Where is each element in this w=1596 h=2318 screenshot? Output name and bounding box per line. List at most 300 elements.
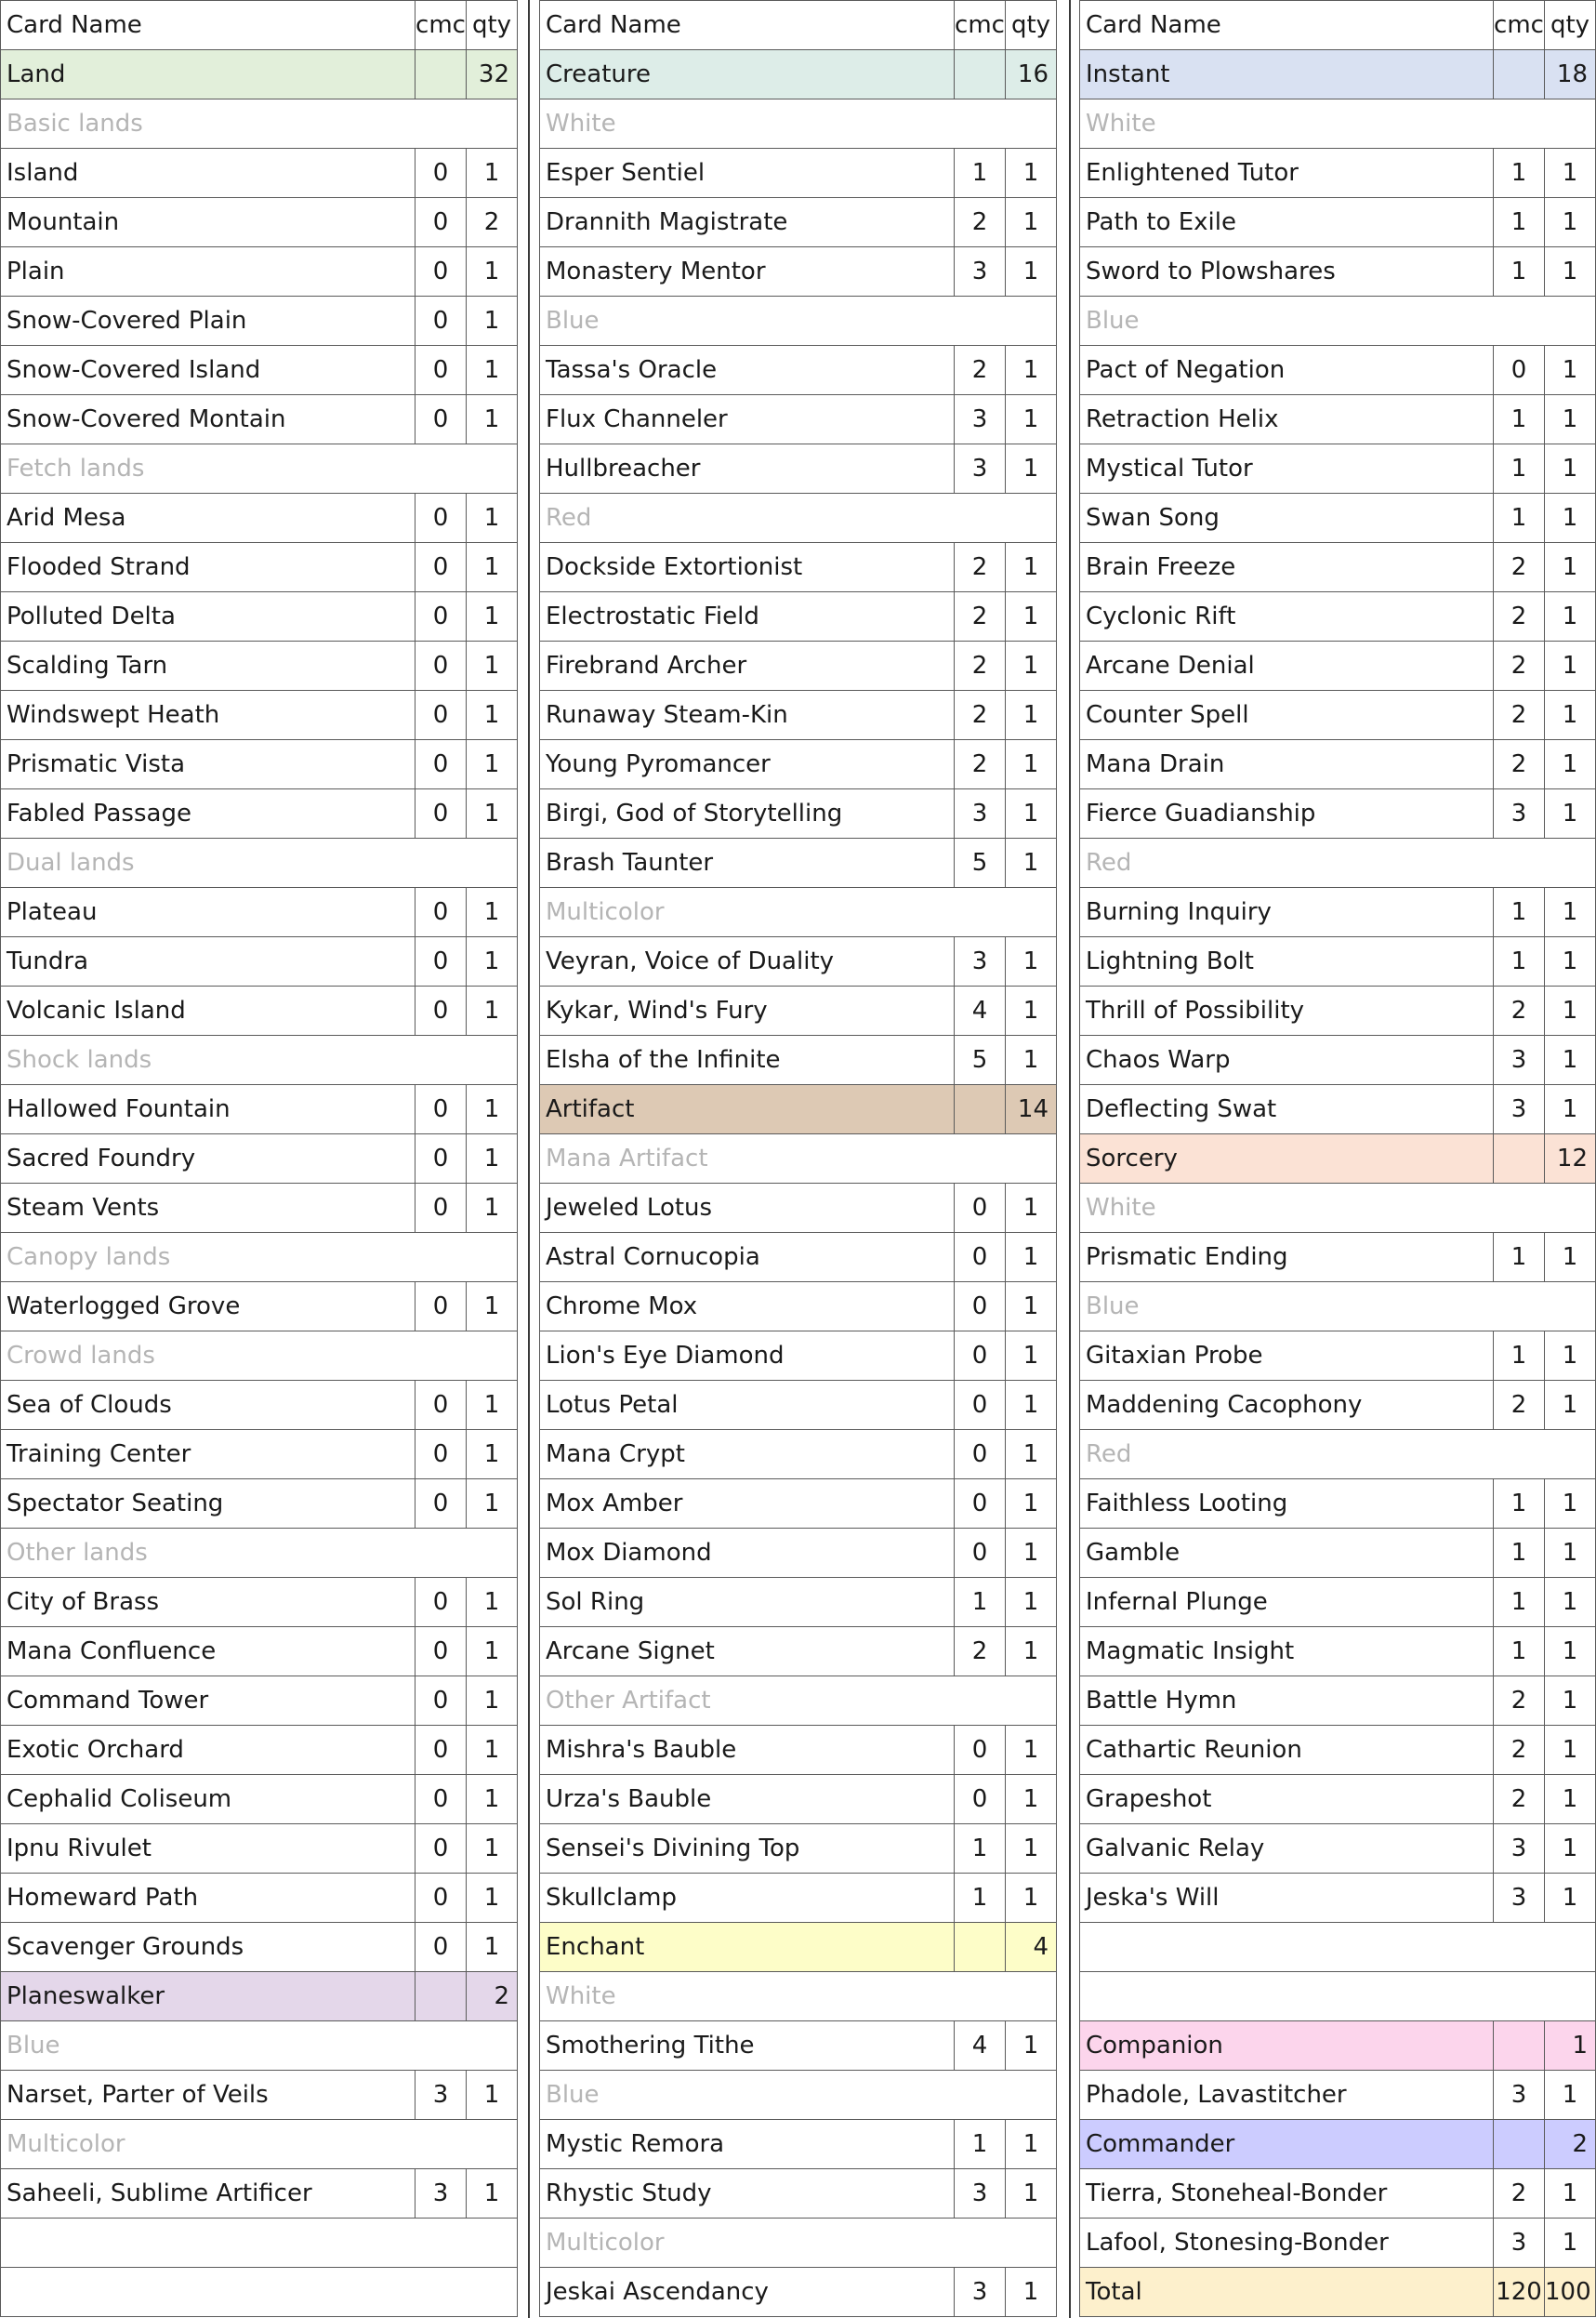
category-name[interactable]: Planeswalker <box>1 1972 415 2021</box>
card-qty[interactable]: 1 <box>1006 346 1057 395</box>
card-name[interactable]: Mishra's Bauble <box>540 1726 955 1775</box>
card-cmc[interactable]: 2 <box>955 691 1006 740</box>
subgroup-qty[interactable] <box>1006 1676 1057 1726</box>
card-cmc[interactable]: 0 <box>955 1529 1006 1578</box>
card-qty[interactable]: 1 <box>467 789 518 839</box>
subgroup-cmc[interactable] <box>955 99 1006 149</box>
card-qty[interactable]: 1 <box>467 1578 518 1627</box>
card-name[interactable]: Saheeli, Sublime Artificer <box>1 2169 415 2219</box>
card-name[interactable]: Prismatic Vista <box>1 740 415 789</box>
card-cmc[interactable]: 0 <box>415 1824 467 1874</box>
subgroup-qty[interactable] <box>1006 494 1057 543</box>
card-name[interactable]: Retraction Helix <box>1080 395 1494 444</box>
card-qty[interactable]: 1 <box>1006 198 1057 247</box>
subgroup-cmc[interactable] <box>955 888 1006 937</box>
card-cmc[interactable]: 1 <box>1494 395 1545 444</box>
card-cmc[interactable]: 1 <box>1494 198 1545 247</box>
card-cmc[interactable]: 0 <box>415 1085 467 1134</box>
card-qty[interactable]: 1 <box>1545 198 1596 247</box>
card-cmc[interactable]: 0 <box>415 1726 467 1775</box>
card-qty[interactable]: 1 <box>1006 642 1057 691</box>
card-qty[interactable]: 1 <box>1545 543 1596 592</box>
card-cmc[interactable]: 0 <box>415 1775 467 1824</box>
card-qty[interactable]: 1 <box>1545 1726 1596 1775</box>
header-qty[interactable]: qty <box>1006 1 1057 50</box>
card-qty[interactable]: 1 <box>1545 987 1596 1036</box>
subgroup-cmc[interactable] <box>415 444 467 494</box>
card-cmc[interactable]: 0 <box>415 1184 467 1233</box>
card-qty[interactable]: 1 <box>1545 494 1596 543</box>
card-cmc[interactable]: 0 <box>415 1627 467 1676</box>
card-cmc[interactable]: 3 <box>955 2268 1006 2317</box>
subgroup-qty[interactable] <box>1545 297 1596 346</box>
card-name[interactable]: Brash Taunter <box>540 839 955 888</box>
card-qty[interactable]: 1 <box>467 247 518 297</box>
card-name[interactable]: Elsha of the Infinite <box>540 1036 955 1085</box>
category-name[interactable]: Total <box>1080 2268 1494 2317</box>
subgroup-qty[interactable] <box>1006 99 1057 149</box>
card-cmc[interactable]: 1 <box>1494 1627 1545 1676</box>
empty-cell[interactable] <box>1080 1923 1494 1972</box>
card-cmc[interactable]: 2 <box>1494 1726 1545 1775</box>
card-cmc[interactable]: 2 <box>955 1627 1006 1676</box>
subgroup-qty[interactable] <box>1006 2219 1057 2268</box>
subgroup-cmc[interactable] <box>415 2120 467 2169</box>
subgroup-label[interactable]: Red <box>1080 1430 1494 1479</box>
card-name[interactable]: Lightning Bolt <box>1080 937 1494 987</box>
card-name[interactable]: Magmatic Insight <box>1080 1627 1494 1676</box>
subgroup-cmc[interactable] <box>955 1134 1006 1184</box>
card-cmc[interactable]: 1 <box>1494 444 1545 494</box>
subgroup-qty[interactable] <box>467 99 518 149</box>
card-name[interactable]: Jeska's Will <box>1080 1874 1494 1923</box>
empty-cell[interactable] <box>1080 1972 1494 2021</box>
card-name[interactable]: Astral Cornucopia <box>540 1233 955 1282</box>
subgroup-label[interactable]: Blue <box>540 297 955 346</box>
card-name[interactable]: Path to Exile <box>1080 198 1494 247</box>
card-name[interactable]: Galvanic Relay <box>1080 1824 1494 1874</box>
category-name[interactable]: Land <box>1 50 415 99</box>
subgroup-cmc[interactable] <box>955 1676 1006 1726</box>
card-name[interactable]: Faithless Looting <box>1080 1479 1494 1529</box>
subgroup-cmc[interactable] <box>1494 839 1545 888</box>
card-cmc[interactable]: 2 <box>955 740 1006 789</box>
card-cmc[interactable]: 0 <box>955 1331 1006 1381</box>
card-name[interactable]: Rhystic Study <box>540 2169 955 2219</box>
card-qty[interactable]: 1 <box>1006 691 1057 740</box>
card-cmc[interactable]: 0 <box>415 1923 467 1972</box>
card-qty[interactable]: 1 <box>1545 1578 1596 1627</box>
card-cmc[interactable]: 4 <box>955 2021 1006 2071</box>
card-cmc[interactable]: 1 <box>1494 1479 1545 1529</box>
subgroup-cmc[interactable] <box>1494 297 1545 346</box>
card-name[interactable]: Phadole, Lavastitcher <box>1080 2071 1494 2120</box>
card-cmc[interactable]: 3 <box>1494 2219 1545 2268</box>
card-cmc[interactable]: 1 <box>1494 937 1545 987</box>
category-qty[interactable]: 2 <box>467 1972 518 2021</box>
empty-cell[interactable] <box>1545 1923 1596 1972</box>
subgroup-qty[interactable] <box>1006 297 1057 346</box>
card-cmc[interactable]: 0 <box>415 494 467 543</box>
card-cmc[interactable]: 2 <box>1494 592 1545 642</box>
card-qty[interactable]: 1 <box>1006 1036 1057 1085</box>
category-cmc[interactable] <box>955 50 1006 99</box>
card-name[interactable]: Homeward Path <box>1 1874 415 1923</box>
header-card-name[interactable]: Card Name <box>1 1 415 50</box>
card-qty[interactable]: 1 <box>1006 1775 1057 1824</box>
subgroup-label[interactable]: Red <box>1080 839 1494 888</box>
card-qty[interactable]: 1 <box>1006 592 1057 642</box>
card-qty[interactable]: 1 <box>467 1134 518 1184</box>
card-name[interactable]: Sensei's Divining Top <box>540 1824 955 1874</box>
card-qty[interactable]: 1 <box>1006 1184 1057 1233</box>
empty-cell[interactable] <box>467 2268 518 2317</box>
card-cmc[interactable]: 2 <box>1494 987 1545 1036</box>
card-cmc[interactable]: 3 <box>415 2071 467 2120</box>
card-cmc[interactable]: 2 <box>955 642 1006 691</box>
header-qty[interactable]: qty <box>467 1 518 50</box>
subgroup-cmc[interactable] <box>415 1036 467 1085</box>
subgroup-cmc[interactable] <box>955 1972 1006 2021</box>
card-qty[interactable]: 1 <box>1006 987 1057 1036</box>
card-cmc[interactable]: 0 <box>955 1381 1006 1430</box>
category-qty[interactable]: 100 <box>1545 2268 1596 2317</box>
card-cmc[interactable]: 0 <box>415 543 467 592</box>
card-qty[interactable]: 1 <box>1006 740 1057 789</box>
card-qty[interactable]: 1 <box>1545 1529 1596 1578</box>
card-qty[interactable]: 1 <box>467 297 518 346</box>
card-qty[interactable]: 1 <box>1545 1233 1596 1282</box>
card-qty[interactable]: 1 <box>1006 1529 1057 1578</box>
card-qty[interactable]: 1 <box>467 937 518 987</box>
card-name[interactable]: Mountain <box>1 198 415 247</box>
category-cmc[interactable] <box>415 50 467 99</box>
card-cmc[interactable]: 3 <box>1494 2071 1545 2120</box>
subgroup-cmc[interactable] <box>415 1331 467 1381</box>
card-cmc[interactable]: 2 <box>1494 1775 1545 1824</box>
card-qty[interactable]: 1 <box>1545 346 1596 395</box>
card-name[interactable]: Spectator Seating <box>1 1479 415 1529</box>
card-name[interactable]: Cephalid Coliseum <box>1 1775 415 1824</box>
card-qty[interactable]: 1 <box>1006 149 1057 198</box>
card-cmc[interactable]: 0 <box>955 1775 1006 1824</box>
card-qty[interactable]: 1 <box>467 1282 518 1331</box>
card-name[interactable]: Scavenger Grounds <box>1 1923 415 1972</box>
card-name[interactable]: Snow-Covered Island <box>1 346 415 395</box>
card-cmc[interactable]: 0 <box>415 740 467 789</box>
card-cmc[interactable]: 0 <box>415 592 467 642</box>
card-qty[interactable]: 1 <box>1006 1874 1057 1923</box>
card-name[interactable]: Kykar, Wind's Fury <box>540 987 955 1036</box>
subgroup-label[interactable]: Blue <box>1080 297 1494 346</box>
card-qty[interactable]: 1 <box>467 1085 518 1134</box>
card-name[interactable]: Exotic Orchard <box>1 1726 415 1775</box>
card-cmc[interactable]: 1 <box>955 1578 1006 1627</box>
card-cmc[interactable]: 1 <box>1494 494 1545 543</box>
card-name[interactable]: Burning Inquiry <box>1080 888 1494 937</box>
subgroup-cmc[interactable] <box>1494 1184 1545 1233</box>
card-name[interactable]: Grapeshot <box>1080 1775 1494 1824</box>
card-name[interactable]: Cyclonic Rift <box>1080 592 1494 642</box>
card-qty[interactable]: 1 <box>467 1824 518 1874</box>
card-cmc[interactable]: 2 <box>1494 543 1545 592</box>
subgroup-qty[interactable] <box>467 1233 518 1282</box>
card-qty[interactable]: 1 <box>1545 2219 1596 2268</box>
card-qty[interactable]: 1 <box>1006 1627 1057 1676</box>
card-cmc[interactable]: 0 <box>415 198 467 247</box>
card-cmc[interactable]: 0 <box>415 1282 467 1331</box>
card-cmc[interactable]: 3 <box>955 789 1006 839</box>
subgroup-label[interactable]: Crowd lands <box>1 1331 415 1381</box>
subgroup-label[interactable]: White <box>1080 1184 1494 1233</box>
card-qty[interactable]: 1 <box>1006 543 1057 592</box>
category-qty[interactable]: 4 <box>1006 1923 1057 1972</box>
card-cmc[interactable]: 3 <box>955 937 1006 987</box>
card-name[interactable]: Chaos Warp <box>1080 1036 1494 1085</box>
card-qty[interactable]: 1 <box>467 494 518 543</box>
card-name[interactable]: Gamble <box>1080 1529 1494 1578</box>
card-name[interactable]: Mox Amber <box>540 1479 955 1529</box>
card-qty[interactable]: 1 <box>467 740 518 789</box>
card-name[interactable]: Cathartic Reunion <box>1080 1726 1494 1775</box>
card-qty[interactable]: 1 <box>1545 1824 1596 1874</box>
subgroup-qty[interactable] <box>467 1331 518 1381</box>
card-qty[interactable]: 1 <box>467 1726 518 1775</box>
card-name[interactable]: Young Pyromancer <box>540 740 955 789</box>
card-name[interactable]: Mystical Tutor <box>1080 444 1494 494</box>
card-name[interactable]: Jeskai Ascendancy <box>540 2268 955 2317</box>
subgroup-cmc[interactable] <box>955 494 1006 543</box>
card-cmc[interactable]: 5 <box>955 839 1006 888</box>
card-qty[interactable]: 1 <box>1006 1430 1057 1479</box>
card-qty[interactable]: 1 <box>1545 1627 1596 1676</box>
card-qty[interactable]: 1 <box>467 1430 518 1479</box>
empty-cell[interactable] <box>467 2219 518 2268</box>
card-cmc[interactable]: 1 <box>1494 1233 1545 1282</box>
card-name[interactable]: Maddening Cacophony <box>1080 1381 1494 1430</box>
card-name[interactable]: Snow-Covered Plain <box>1 297 415 346</box>
card-name[interactable]: Plateau <box>1 888 415 937</box>
subgroup-cmc[interactable] <box>415 1529 467 1578</box>
card-cmc[interactable]: 0 <box>415 297 467 346</box>
card-qty[interactable]: 1 <box>1006 444 1057 494</box>
card-name[interactable]: Mox Diamond <box>540 1529 955 1578</box>
card-qty[interactable]: 1 <box>467 346 518 395</box>
card-name[interactable]: Firebrand Archer <box>540 642 955 691</box>
empty-cell[interactable] <box>415 2268 467 2317</box>
card-name[interactable]: Snow-Covered Montain <box>1 395 415 444</box>
card-qty[interactable]: 1 <box>1006 839 1057 888</box>
card-cmc[interactable]: 2 <box>1494 1676 1545 1726</box>
category-name[interactable]: Creature <box>540 50 955 99</box>
card-qty[interactable]: 1 <box>1545 642 1596 691</box>
category-name[interactable]: Sorcery <box>1080 1134 1494 1184</box>
card-cmc[interactable]: 0 <box>415 346 467 395</box>
subgroup-cmc[interactable] <box>955 2219 1006 2268</box>
card-qty[interactable]: 1 <box>1006 1331 1057 1381</box>
card-name[interactable]: Mana Confluence <box>1 1627 415 1676</box>
card-qty[interactable]: 1 <box>1545 789 1596 839</box>
card-cmc[interactable]: 0 <box>955 1726 1006 1775</box>
card-name[interactable]: Battle Hymn <box>1080 1676 1494 1726</box>
card-name[interactable]: Flux Channeler <box>540 395 955 444</box>
subgroup-label[interactable]: Blue <box>1 2021 415 2071</box>
card-qty[interactable]: 1 <box>1545 1874 1596 1923</box>
card-name[interactable]: Plain <box>1 247 415 297</box>
card-name[interactable]: Narset, Parter of Veils <box>1 2071 415 2120</box>
card-qty[interactable]: 1 <box>1006 2268 1057 2317</box>
card-qty[interactable]: 1 <box>1545 1085 1596 1134</box>
card-cmc[interactable]: 1 <box>955 2120 1006 2169</box>
subgroup-cmc[interactable] <box>415 839 467 888</box>
card-qty[interactable]: 1 <box>467 592 518 642</box>
card-cmc[interactable]: 0 <box>1494 346 1545 395</box>
category-cmc[interactable] <box>955 1923 1006 1972</box>
card-qty[interactable]: 1 <box>1545 2071 1596 2120</box>
category-qty[interactable]: 14 <box>1006 1085 1057 1134</box>
card-name[interactable]: Island <box>1 149 415 198</box>
card-name[interactable]: Infernal Plunge <box>1080 1578 1494 1627</box>
card-name[interactable]: Enlightened Tutor <box>1080 149 1494 198</box>
card-qty[interactable]: 1 <box>1006 395 1057 444</box>
card-qty[interactable]: 1 <box>1545 1676 1596 1726</box>
subgroup-cmc[interactable] <box>955 2071 1006 2120</box>
subgroup-cmc[interactable] <box>1494 1282 1545 1331</box>
card-cmc[interactable]: 3 <box>955 395 1006 444</box>
card-cmc[interactable]: 1 <box>955 1824 1006 1874</box>
subgroup-qty[interactable] <box>1006 1134 1057 1184</box>
card-cmc[interactable]: 2 <box>955 198 1006 247</box>
subgroup-label[interactable]: Blue <box>1080 1282 1494 1331</box>
category-cmc[interactable] <box>1494 1134 1545 1184</box>
subgroup-cmc[interactable] <box>415 1233 467 1282</box>
card-name[interactable]: Drannith Magistrate <box>540 198 955 247</box>
card-cmc[interactable]: 3 <box>1494 1085 1545 1134</box>
card-name[interactable]: Skullclamp <box>540 1874 955 1923</box>
card-qty[interactable]: 1 <box>467 2169 518 2219</box>
card-qty[interactable]: 1 <box>1545 149 1596 198</box>
subgroup-qty[interactable] <box>1006 2071 1057 2120</box>
card-name[interactable]: Pact of Negation <box>1080 346 1494 395</box>
card-name[interactable]: Prismatic Ending <box>1080 1233 1494 1282</box>
card-cmc[interactable]: 0 <box>415 789 467 839</box>
card-name[interactable]: Fabled Passage <box>1 789 415 839</box>
card-name[interactable]: Flooded Strand <box>1 543 415 592</box>
header-qty[interactable]: qty <box>1545 1 1596 50</box>
card-qty[interactable]: 1 <box>467 1184 518 1233</box>
card-name[interactable]: Training Center <box>1 1430 415 1479</box>
card-qty[interactable]: 1 <box>1006 1726 1057 1775</box>
card-name[interactable]: Lotus Petal <box>540 1381 955 1430</box>
card-qty[interactable]: 1 <box>467 691 518 740</box>
subgroup-qty[interactable] <box>1545 1282 1596 1331</box>
card-name[interactable]: Smothering Tithe <box>540 2021 955 2071</box>
subgroup-label[interactable]: Other Artifact <box>540 1676 955 1726</box>
card-qty[interactable]: 1 <box>1545 1036 1596 1085</box>
card-cmc[interactable]: 2 <box>955 346 1006 395</box>
card-qty[interactable]: 1 <box>1006 937 1057 987</box>
card-cmc[interactable]: 1 <box>955 1874 1006 1923</box>
card-name[interactable]: Esper Sentiel <box>540 149 955 198</box>
subgroup-label[interactable]: Multicolor <box>1 2120 415 2169</box>
card-name[interactable]: Scalding Tarn <box>1 642 415 691</box>
card-name[interactable]: Command Tower <box>1 1676 415 1726</box>
category-qty[interactable]: 2 <box>1545 2120 1596 2169</box>
card-qty[interactable]: 1 <box>1006 247 1057 297</box>
category-qty[interactable]: 32 <box>467 50 518 99</box>
card-qty[interactable]: 1 <box>1545 937 1596 987</box>
card-cmc[interactable]: 2 <box>1494 740 1545 789</box>
subgroup-cmc[interactable] <box>1494 1430 1545 1479</box>
subgroup-qty[interactable] <box>1545 99 1596 149</box>
card-cmc[interactable]: 2 <box>955 543 1006 592</box>
card-cmc[interactable]: 2 <box>955 592 1006 642</box>
card-name[interactable]: Volcanic Island <box>1 987 415 1036</box>
card-cmc[interactable]: 3 <box>1494 1874 1545 1923</box>
card-cmc[interactable]: 3 <box>1494 1036 1545 1085</box>
card-qty[interactable]: 1 <box>467 2071 518 2120</box>
card-qty[interactable]: 1 <box>1545 1331 1596 1381</box>
category-cmc[interactable]: 120 <box>1494 2268 1545 2317</box>
subgroup-qty[interactable] <box>1545 1430 1596 1479</box>
card-qty[interactable]: 1 <box>1545 691 1596 740</box>
category-name[interactable]: Instant <box>1080 50 1494 99</box>
card-name[interactable]: Arcane Denial <box>1080 642 1494 691</box>
subgroup-label[interactable]: Multicolor <box>540 888 955 937</box>
subgroup-qty[interactable] <box>467 839 518 888</box>
subgroup-label[interactable]: Canopy lands <box>1 1233 415 1282</box>
card-name[interactable]: Swan Song <box>1080 494 1494 543</box>
card-qty[interactable]: 1 <box>1545 592 1596 642</box>
card-qty[interactable]: 1 <box>467 888 518 937</box>
subgroup-qty[interactable] <box>467 1036 518 1085</box>
category-qty[interactable]: 18 <box>1545 50 1596 99</box>
subgroup-label[interactable]: Blue <box>540 2071 955 2120</box>
category-cmc[interactable] <box>955 1085 1006 1134</box>
card-qty[interactable]: 1 <box>1545 2169 1596 2219</box>
card-name[interactable]: Veyran, Voice of Duality <box>540 937 955 987</box>
card-cmc[interactable]: 1 <box>955 149 1006 198</box>
card-name[interactable]: Ipnu Rivulet <box>1 1824 415 1874</box>
subgroup-label[interactable]: Multicolor <box>540 2219 955 2268</box>
card-cmc[interactable]: 0 <box>955 1282 1006 1331</box>
card-cmc[interactable]: 1 <box>1494 1331 1545 1381</box>
card-qty[interactable]: 1 <box>1545 247 1596 297</box>
card-qty[interactable]: 1 <box>1006 1233 1057 1282</box>
card-cmc[interactable]: 2 <box>1494 2169 1545 2219</box>
card-cmc[interactable]: 3 <box>415 2169 467 2219</box>
category-name[interactable]: Commander <box>1080 2120 1494 2169</box>
card-cmc[interactable]: 0 <box>955 1430 1006 1479</box>
card-qty[interactable]: 1 <box>467 395 518 444</box>
card-name[interactable]: Hallowed Fountain <box>1 1085 415 1134</box>
subgroup-qty[interactable] <box>1006 888 1057 937</box>
card-qty[interactable]: 1 <box>1006 2021 1057 2071</box>
card-cmc[interactable]: 4 <box>955 987 1006 1036</box>
card-name[interactable]: Electrostatic Field <box>540 592 955 642</box>
empty-cell[interactable] <box>1545 1972 1596 2021</box>
subgroup-label[interactable]: White <box>540 1972 955 2021</box>
card-cmc[interactable]: 5 <box>955 1036 1006 1085</box>
subgroup-label[interactable]: White <box>1080 99 1494 149</box>
card-cmc[interactable]: 0 <box>415 1479 467 1529</box>
empty-cell[interactable] <box>415 2219 467 2268</box>
subgroup-qty[interactable] <box>467 2120 518 2169</box>
card-cmc[interactable]: 0 <box>415 1381 467 1430</box>
subgroup-label[interactable]: Red <box>540 494 955 543</box>
card-qty[interactable]: 1 <box>1545 740 1596 789</box>
card-qty[interactable]: 1 <box>1006 789 1057 839</box>
